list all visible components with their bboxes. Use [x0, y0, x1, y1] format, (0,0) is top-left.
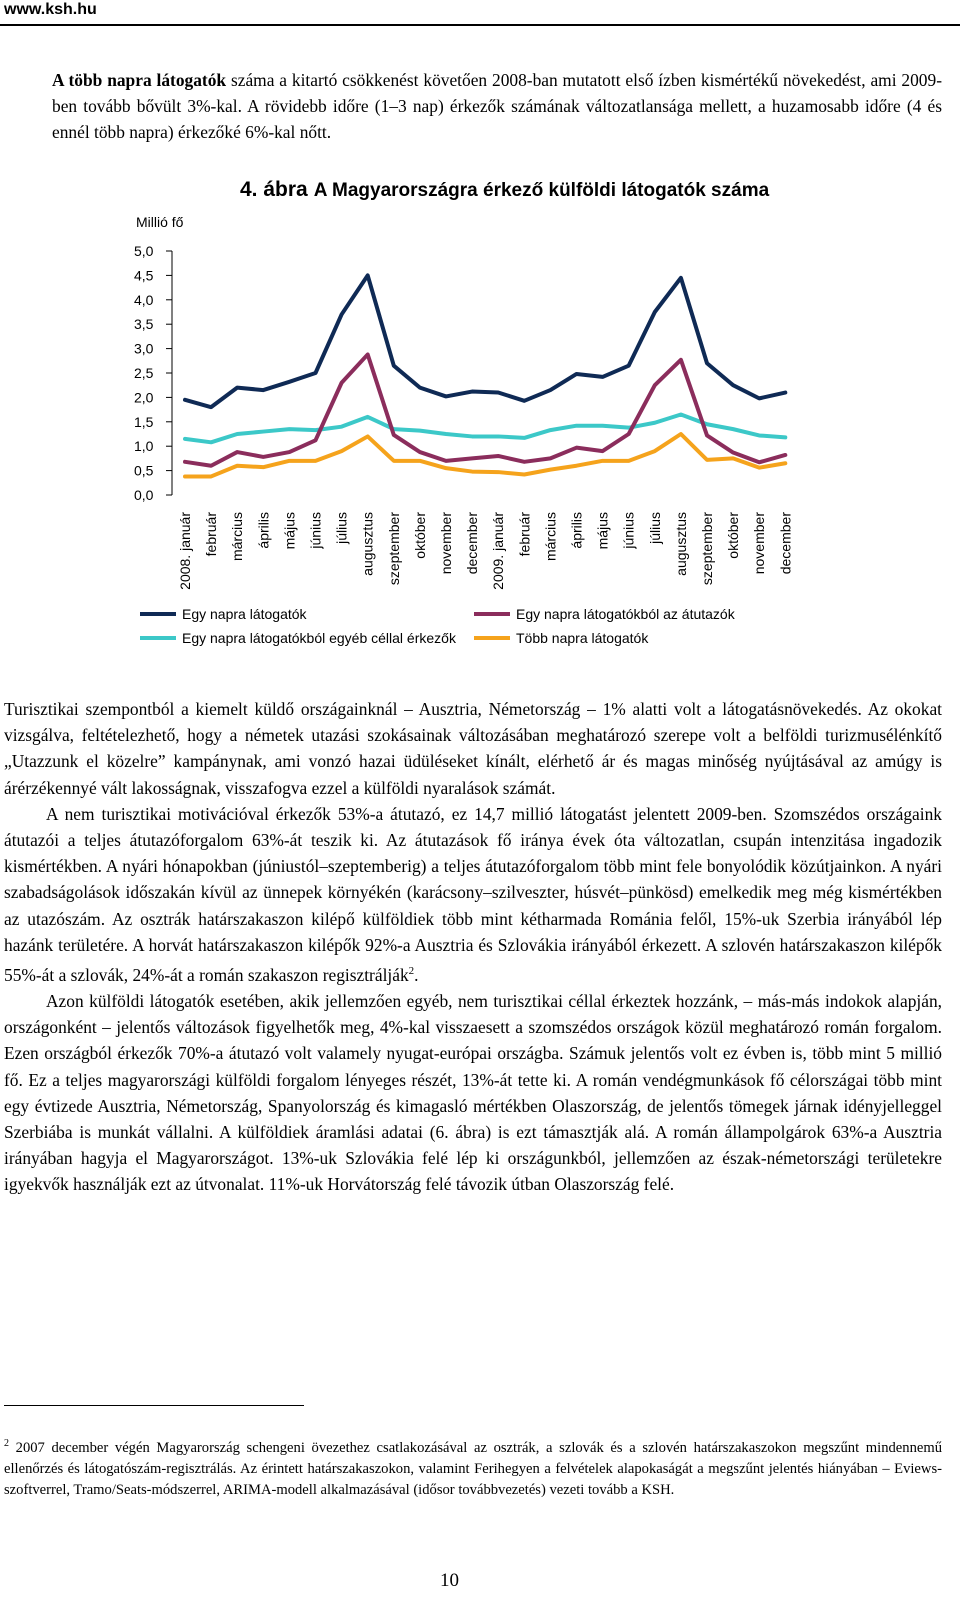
x-tick-label: november [438, 512, 454, 575]
y-tick-label: 5,0 [134, 243, 154, 259]
line-chart [0, 0, 960, 680]
x-tick-label: március [542, 512, 559, 562]
x-tick-label: február [516, 512, 533, 557]
footnote-text: 2007 december végén Magyarország schengeni övezethez csatlakozásával az osztrák, a szlovák és a szlovén határszakaszokon megszűnt mindennemű ellenőrzés és látogatószám-regisztrálás. Az érintett határszakaszokon, valamint Ferihegyen a felvételek alapokaságát a megszűnt jelentés hiányában – Eviews-szoftverrel, Tramo/Seats-módszerrel, ARIMA-modell alkalmazásával (idősor továbbvezetés) vezeti tovább a KSH. [4, 1439, 942, 1498]
legend-label: Több napra látogatók [516, 630, 649, 646]
x-tick-label: 2008. január [177, 512, 193, 590]
x-tick-label: július [646, 512, 663, 544]
site-url[interactable]: www.ksh.hu [4, 1, 97, 18]
x-tick-label: július [333, 512, 350, 544]
footnote-ref[interactable]: 2 [408, 965, 415, 978]
x-tick-label: augusztus [359, 512, 376, 576]
footnote [4, 1433, 942, 1501]
x-tick-label: április [568, 512, 585, 549]
paragraph-1: Turisztikai szempontból a kiemelt küldő országainknál – Ausztria, Németország – 1% alatti volt a látogatásnövekedés. Az okokat vizsgálva, feltételezhető, hogy a németek utazási szokásainak változásában meghatározó szerepe volt a belföldi turizmusélénkítő „Utazzunk el közelre” kampánynak, ami vonzó hazai üdüléseket kínált, elérhető ár és magas minőség nyújtásával az amúgy is árérzékennyé vált lakosságnak, visszafogva ezzel a külföldi nyaralások számát. [4, 699, 942, 798]
x-tick-label: március [229, 512, 246, 562]
paragraph-2 [4, 801, 942, 988]
intro-text: száma a kitartó csökkenést követően 2008-ban mutatott első ízben kismértékű növekedést, ami 2009-ben tovább bővült 3%-kal. A rövidebb időre (1–3 nap) érkezők számának változatlansága mellett, a huzamosabb időre (4 és ennél több napra) érkezőké 6%-kal nőtt. [52, 70, 942, 143]
x-tick-label: december [777, 512, 794, 575]
x-tick-label: május [594, 512, 611, 550]
footnote-rule [4, 1405, 304, 1406]
y-tick-label: 4,5 [134, 267, 154, 284]
y-tick-label: 1,0 [134, 438, 154, 455]
x-tick-label: szeptember [699, 512, 715, 586]
legend-label: Egy napra látogatók [182, 606, 307, 622]
series-line [185, 275, 785, 407]
x-tick-label: október [725, 512, 742, 559]
legend-label: Egy napra látogatókból egyéb céllal érkezők [182, 630, 456, 646]
paragraph-2-end: . [414, 964, 419, 985]
footnote-mark: 2 [4, 1438, 9, 1449]
x-tick-label: augusztus [672, 512, 689, 576]
chart-title-text: A Magyarországra érkező külföldi látogatók száma [313, 180, 770, 201]
x-tick-label: február [203, 512, 220, 557]
x-tick-label: június [307, 512, 324, 549]
series-line [185, 414, 785, 442]
x-tick-label: november [751, 512, 768, 575]
y-tick-label: 0,0 [134, 487, 154, 503]
x-tick-label: szeptember [385, 512, 402, 586]
y-tick-label: 1,5 [134, 413, 154, 430]
page-number: 10 [440, 1570, 459, 1591]
y-tick-label: 2,5 [134, 365, 154, 381]
y-tick-label: 3,5 [134, 316, 154, 333]
chart-number: 4. ábra [240, 178, 308, 201]
y-tick-label: 3,0 [134, 340, 154, 357]
paragraph-3: Azon külföldi látogatók esetében, akik jellemzően egyéb, nem turisztikai céllal érkeztek hozzánk, – más-más indokok alapján, országonként – jelentős változások figyelhetők meg, 4%-kal visszaesett a szomszédos országok közül meghatározó román forgalom. Ezen országból érkezők 70%-a átutazó volt valamely nyugat-európai országba. Számuk jelentős volt ez évben is, több mint 5 millió fő. Ez a teljes magyarországi külföldi forgalom lényeges részét, 13%-át tette ki. A román vendégmunkások fő célországai több mint egy évtizede Ausztria, Németország, Spanyolország és kimagasló mértékben Olaszország, de jelentős tömegek járnak idényjelleggel Szerbiába is munkát vállalni. A külföldiek áramlási adatai (6. ábra) is ezt támasztják alá. A román állampolgárok 63%-a Ausztria irányában hagyja el Magyarországot. 13%-uk Szlovákia felé lép ki országunkból, jellemzően az észak-németországi területekre igyekvők használják ezt az útvonalat. 11%-uk Horvátország felé távozik útban Olaszország felé. [4, 991, 942, 1195]
x-tick-label: 2009. január [490, 512, 507, 590]
x-tick-label: április [255, 512, 272, 549]
y-tick-label: 2,0 [134, 389, 154, 406]
legend-label: Egy napra látogatókból az átutazók [516, 606, 735, 622]
x-tick-label: május [281, 512, 298, 550]
x-tick-label: október [411, 512, 428, 559]
x-tick-label: június [620, 512, 637, 549]
x-tick-label: december [464, 512, 481, 575]
paragraph-2-text: A nem turisztikai motivációval érkezők 53%-a átutazó, ez 14,7 millió látogatást jelentett 2009-ben. Szomszédos országaink átutazói a teljes átutazóforgalom 63%-át teszik ki. Az átutazások fő iránya évek óta változatlan, csupán intenzitása ingadozik kismértékben. A nyári hónapokban (júniustól–szeptemberig) a teljes átutazóforgalom több mint fele bonyolódik közútjainkon. A nyári szabadságolások időszakán kívül az ünnepek környékén (karácsony–szilveszter, húsvét–pünkösd) emelkedik meg még kismértékben az utazószám. Az osztrák határszakaszon kilépő külföldiek több mint kétharmada Románia felől, 15%-uk Szerbia irányából lép hazánk területére. A horvát határszakaszon kilépők 92%-a Ausztria és Szlovákia irányából érkezett. A szlovén határszakaszon kilépők 55%-át a szlovák, 24%-át a román szakaszon regisztrálják [4, 803, 942, 985]
y-tick-label: 0,5 [134, 462, 154, 479]
y-tick-label: 4,0 [134, 291, 154, 308]
main-text [4, 696, 942, 1198]
intro-bold: A több napra látogatók [52, 70, 227, 90]
y-axis-label: Millió fő [136, 214, 184, 230]
